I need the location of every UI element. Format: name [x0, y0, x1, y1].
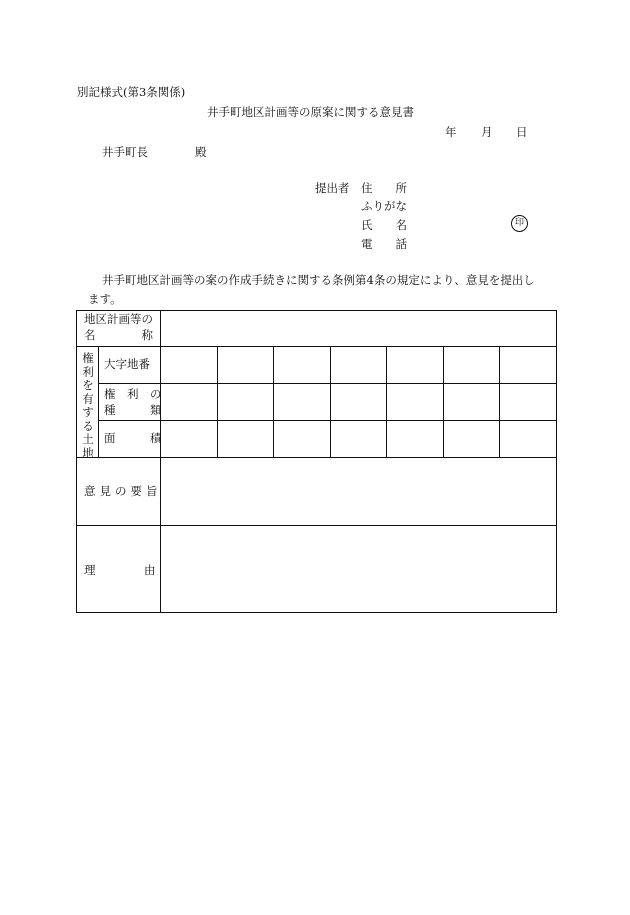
body-text-line1: 井手町地区計画等の案の作成手続きに関する条例第4条の規定により、意見を提出し: [102, 273, 535, 287]
reason-label-left: 理: [84, 563, 96, 577]
opinion-summary-label: 意見の要旨: [84, 484, 162, 498]
submitter-label: 提出者: [315, 181, 350, 195]
table-line: [443, 346, 444, 457]
seal-mark: 印: [511, 215, 528, 232]
table-line: [217, 346, 218, 457]
addressee: 井手町長: [102, 145, 148, 159]
table-line: [76, 346, 557, 347]
table-line: [386, 346, 387, 457]
date-day: 日: [516, 125, 528, 139]
land-area-label: 面 積: [104, 431, 162, 445]
furigana-label: ふりがな: [361, 199, 407, 213]
table-line: [98, 420, 557, 421]
addressee-honorific: 殿: [195, 145, 207, 159]
table-line: [499, 346, 500, 457]
table-line: [160, 310, 161, 613]
table-line: [98, 346, 99, 457]
plan-name-label-line1: 地区計画等の: [84, 312, 153, 326]
table-line: [76, 457, 557, 458]
phone-label: 電 話: [361, 237, 407, 251]
date-month: 月: [481, 125, 493, 139]
form-label: 別記様式(第3条関係): [77, 85, 186, 99]
table-line: [98, 383, 557, 384]
right-type-label-line1: 権 利 の: [104, 387, 162, 401]
right-type-label-line2: 種 類: [104, 403, 162, 417]
document-title: 井手町地区計画等の原案に関する意見書: [207, 105, 414, 119]
table-line: [273, 346, 274, 457]
table-line: [330, 346, 331, 457]
rights-land-group-label: 権利を有する土地: [82, 351, 94, 460]
address-label: 住 所: [361, 181, 407, 195]
reason-label-right: 由: [144, 563, 156, 577]
table-line: [76, 525, 557, 526]
plan-name-label-line2: 名 称: [84, 328, 153, 342]
name-label: 氏 名: [361, 218, 407, 232]
date-year: 年: [445, 125, 457, 139]
area-number-label: 大字地番: [104, 357, 150, 371]
body-text-line2: ます。: [88, 292, 122, 306]
